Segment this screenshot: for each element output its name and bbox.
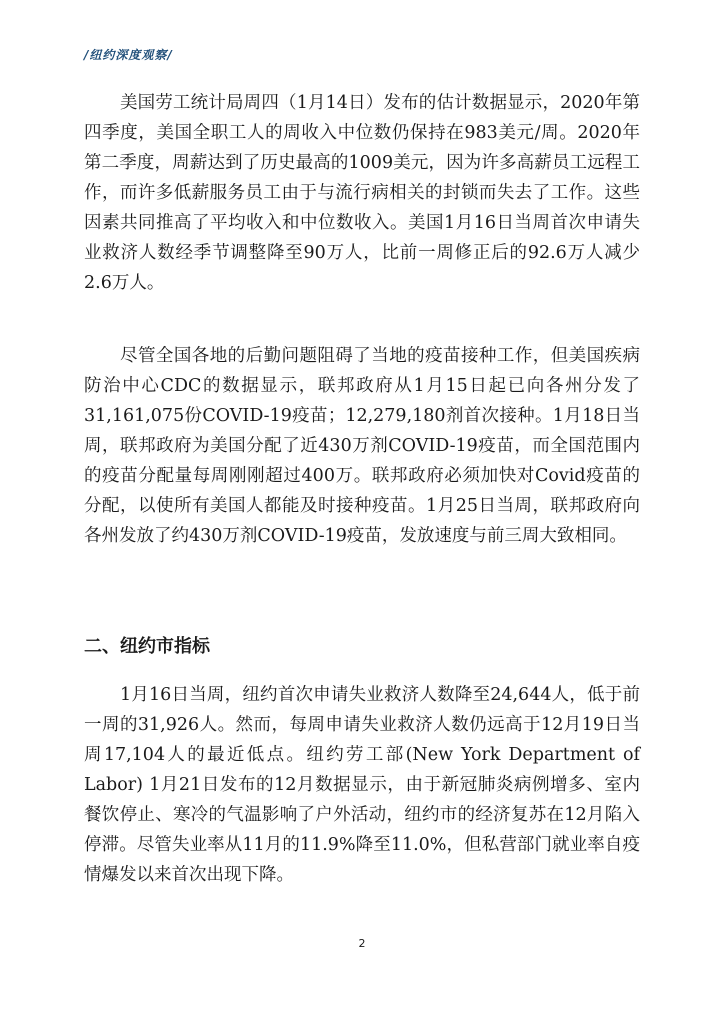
page-number: 2 bbox=[358, 937, 366, 950]
header-tag: /纽约深度观察/ bbox=[84, 48, 173, 62]
paragraph-weekly-earnings: 美国劳工统计局周四（1月14日）发布的估计数据显示，2020年第四季度，美国全职工人的周收入中位数仍保持在983美元/周。2020年第二季度，周薪达到了历史最高的1009美元，因为许多高薪员工远程工作，而许多低薪服务员工由于与流行病相关的封锁而失去了工作。这些因素共同推高了平均收入和中位数收入。美国1月16日当周首次申请失业救济人数经季节调整降至90万人，比前一周修正后的92.6万人减少2.6万人。 bbox=[84, 93, 640, 293]
paragraph-vaccine-distribution: 尽管全国各地的后勤问题阻碍了当地的疫苗接种工作，但美国疾病防治中心CDC的数据显示，联邦政府从1月15日起已向各州分发了31,161,075份COVID-19疫苗；12,279,180剂首次接种。1月18日当周，联邦政府为美国分配了近430万剂COVID-19疫苗，而全国范围内的疫苗分配量每周刚刚超过400万。联邦政府必须加快对Covid疫苗的分配，以使所有美国人都能及时接种疫苗。1月25日当周，联邦政府向各州发放了约430万剂COVID-19疫苗，发放速度与前三周大致相同。 bbox=[84, 346, 640, 546]
paragraph-nyc-indicators: 1月16日当周，纽约首次申请失业救济人数降至24,644人，低于前一周的31,926人。然而，每周申请失业救济人数仍远高于12月19日当周17,104人的最近低点。纽约劳工部(New York Department of Labor) 1月21日发布的12月数据显示，由于新冠肺炎病例增多、室内餐饮停止、寒冷的气温影响了户外活动，纽约市的经济复苏在12月陷入停滞。尽管失业率从11月的11.9%降至11.0%，但私营部门就业率自疫情爆发以来首次出现下降。 bbox=[84, 685, 640, 885]
section-heading: 二、纽约市指标 bbox=[84, 636, 210, 657]
